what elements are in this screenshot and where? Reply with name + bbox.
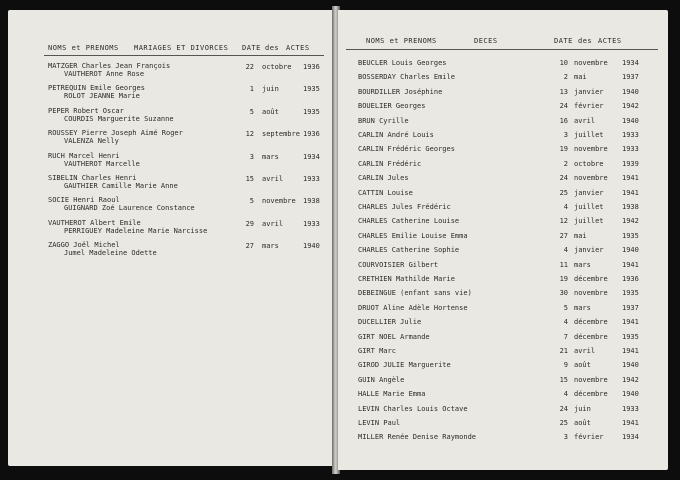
entry-day: 5 <box>249 107 254 116</box>
entry-month: septembre <box>262 130 300 139</box>
entry-day: 29 <box>245 219 254 228</box>
entry-day: 21 <box>559 347 568 355</box>
spouse-name-2: ROLOT JEANNE Marie <box>64 92 140 101</box>
deceased-name: CARLIN Frédéric <box>358 159 422 168</box>
deceased-name: BEUCLER Louis Georges <box>358 59 447 67</box>
entry-day: 4 <box>563 203 568 211</box>
entry-day: 3 <box>249 152 254 161</box>
deceased-name: CARLIN Frédéric Georges <box>358 145 455 154</box>
left-header-event: MARIAGES ET DIVORCES <box>134 44 229 52</box>
spouse-name-2: VALENZA Nelly <box>64 137 119 146</box>
entry-day: 12 <box>245 130 254 139</box>
entry-day: 5 <box>563 303 568 312</box>
entry-year: 1942 <box>622 375 639 384</box>
deceased-name: CHARLES Catherine Sophie <box>358 246 460 255</box>
entry-month: février <box>574 102 604 111</box>
deceased-name: GIROD JULIE Marguerite <box>358 361 451 370</box>
entry-year: 1940 <box>622 390 639 399</box>
entry-day: 4 <box>563 318 568 327</box>
entry-month: novembre <box>574 174 608 183</box>
entry-month: avril <box>262 219 284 228</box>
entry-year: 1933 <box>303 175 320 183</box>
entry-year: 1934 <box>622 59 639 67</box>
entry-year: 1940 <box>622 246 639 255</box>
entry-year: 1941 <box>622 174 639 183</box>
entry-month: novembre <box>574 145 608 154</box>
entry-month: février <box>574 433 604 442</box>
entry-year: 1933 <box>622 145 639 154</box>
entry-day: 19 <box>559 145 568 154</box>
entry-month: juin <box>262 85 279 94</box>
entry-year: 1941 <box>622 188 639 197</box>
entry-day: 13 <box>559 87 568 96</box>
entry-day: 25 <box>559 188 568 197</box>
entry-day: 16 <box>559 116 568 125</box>
entry-year: 1937 <box>622 73 639 82</box>
entry-day: 24 <box>559 102 568 111</box>
entry-day: 10 <box>559 59 568 67</box>
entry-year: 1938 <box>303 197 320 206</box>
entry-day: 22 <box>245 63 254 71</box>
entry-day: 3 <box>563 131 568 139</box>
entry-month: mars <box>262 152 279 161</box>
entry-day: 9 <box>563 361 568 370</box>
deceased-name: DEBEINGUE (enfant sans vie) <box>358 289 472 298</box>
entry-month: août <box>574 419 591 427</box>
deceased-name: DUCELLIER Julie <box>358 318 422 327</box>
entry-year: 1935 <box>303 107 320 116</box>
right-header-date-of: des <box>578 37 593 45</box>
deceased-name: CHARLES Emilie Louise Emma <box>358 231 468 240</box>
deceased-name: BOSSERDAY Charles Emile <box>358 73 455 82</box>
entry-month: novembre <box>574 289 608 298</box>
entry-year: 1940 <box>622 87 639 96</box>
entry-day: 24 <box>559 404 568 413</box>
entry-month: mars <box>574 303 591 312</box>
entry-day: 4 <box>563 390 568 399</box>
entry-year: 1935 <box>622 289 639 298</box>
entry-month: août <box>262 107 279 116</box>
entry-day: 25 <box>559 419 568 427</box>
deceased-name: BRUN Cyrille <box>358 116 409 125</box>
spouse-name-2: PERRIGUEY Madeleine Marie Narcisse <box>64 226 208 235</box>
entry-month: octobre <box>262 63 292 71</box>
left-header-names: NOMS et PRENOMS <box>48 44 119 52</box>
deceased-name: BOUELIER Georges <box>358 102 426 111</box>
entry-year: 1935 <box>622 332 639 341</box>
entry-month: décembre <box>574 390 608 399</box>
entry-day: 11 <box>559 260 568 269</box>
entry-month: mars <box>262 242 279 251</box>
entry-year: 1936 <box>622 275 639 283</box>
entry-year: 1938 <box>622 203 639 211</box>
entry-year: 1942 <box>622 102 639 111</box>
entry-year: 1939 <box>622 159 639 168</box>
right-header-names: NOMS et PRENOMS <box>366 37 437 45</box>
entry-year: 1934 <box>303 152 320 161</box>
left-header-acts: ACTES <box>286 44 310 52</box>
entry-month: décembre <box>574 332 608 341</box>
entry-year: 1933 <box>303 219 320 228</box>
left-header-rule <box>44 55 324 56</box>
entry-year: 1937 <box>622 303 639 312</box>
entry-year: 1940 <box>303 242 320 251</box>
deceased-name: DRUOT Aline Adèle Hortense <box>358 303 468 312</box>
deceased-name: CARLIN Jules <box>358 174 409 183</box>
entry-day: 5 <box>249 197 254 206</box>
deceased-name: GIRT NOEL Armande <box>358 332 430 341</box>
entry-month: juillet <box>574 217 604 226</box>
entry-day: 2 <box>563 73 568 82</box>
spouse-name-1: ZAGGO Joël Michel <box>48 241 120 250</box>
entry-day: 1 <box>249 85 254 94</box>
entry-year: 1940 <box>622 116 639 125</box>
spouse-name-1: PETREQUIN Emile Georges <box>48 84 145 93</box>
entry-month: novembre <box>574 375 608 384</box>
deceased-name: CRETHIEN Mathilde Marie <box>358 275 455 283</box>
entry-month: avril <box>574 116 596 125</box>
entry-month: octobre <box>574 159 604 168</box>
entry-month: juin <box>574 404 591 413</box>
entry-day: 3 <box>563 433 568 442</box>
spouse-name-1: VAUTHEROT Albert Emile <box>48 218 141 227</box>
entry-year: 1935 <box>303 85 320 94</box>
entry-day: 30 <box>559 289 568 298</box>
deceased-name: HALLE Marie Emma <box>358 390 426 399</box>
entry-day: 15 <box>245 175 254 183</box>
entry-month: janvier <box>574 246 604 255</box>
entry-month: avril <box>262 175 284 183</box>
entry-month: janvier <box>574 188 604 197</box>
deceased-name: BOURDILLER Joséphine <box>358 87 443 96</box>
entry-month: juillet <box>574 131 604 139</box>
entry-year: 1942 <box>622 217 639 226</box>
entry-month: mai <box>574 231 587 240</box>
deceased-name: CHARLES Jules Frédéric <box>358 203 451 211</box>
spouse-name-2: GUIGNARD Zoé Laurence Constance <box>64 204 195 213</box>
entry-year: 1936 <box>303 63 320 71</box>
deceased-name: LEVIN Paul <box>358 419 401 427</box>
spouse-name-2: COURDIS Marguerite Suzanne <box>64 114 174 123</box>
right-header-acts: ACTES <box>598 37 622 45</box>
deceased-name: CATTIN Louise <box>358 188 413 197</box>
entry-year: 1940 <box>622 361 639 370</box>
spouse-name-1: PEPER Robert Oscar <box>48 106 124 115</box>
entry-year: 1936 <box>303 130 320 139</box>
spouse-name-2: GAUTHIER Camille Marie Anne <box>64 182 178 190</box>
entry-day: 27 <box>559 231 568 240</box>
entry-year: 1941 <box>622 318 639 327</box>
entry-day: 27 <box>245 242 254 251</box>
deceased-name: CHARLES Catherine Louise <box>358 217 460 226</box>
spouse-name-1: MATZGER Charles Jean François <box>48 62 171 70</box>
entry-month: mai <box>574 73 587 82</box>
entry-year: 1934 <box>622 433 639 442</box>
left-header-date: DATE <box>242 44 261 52</box>
entry-month: novembre <box>262 197 296 206</box>
deceased-name: MILLER Renée Denise Raymonde <box>358 433 477 442</box>
right-header-event: DECES <box>474 37 498 45</box>
entry-month: décembre <box>574 275 608 283</box>
spouse-name-2: VAUTHEROT Marcelle <box>64 159 140 168</box>
entry-month: août <box>574 361 591 370</box>
deceased-name: GUIN Angèle <box>358 375 405 384</box>
entry-day: 24 <box>559 174 568 183</box>
spouse-name-2: VAUTHEROT Anne Rose <box>64 70 145 78</box>
entry-year: 1941 <box>622 419 639 427</box>
entry-month: juillet <box>574 203 604 211</box>
entry-day: 4 <box>563 246 568 255</box>
entry-day: 19 <box>559 275 568 283</box>
entry-year: 1933 <box>622 131 639 139</box>
right-header-date: DATE <box>554 37 573 45</box>
spouse-name-1: SIBELIN Charles Henri <box>48 174 137 182</box>
entry-year: 1941 <box>622 260 639 269</box>
entry-year: 1941 <box>622 347 639 355</box>
deceased-name: GIRT Marc <box>358 347 396 355</box>
entry-year: 1935 <box>622 231 639 240</box>
left-header-date-of: des <box>265 44 280 52</box>
spouse-name-1: SOCIE Henri Raoul <box>48 196 120 205</box>
left-page <box>8 10 333 466</box>
entry-month: janvier <box>574 87 604 96</box>
deceased-name: COURVOISIER Gilbert <box>358 260 439 269</box>
entry-month: novembre <box>574 59 608 67</box>
entry-day: 12 <box>559 217 568 226</box>
spouse-name-1: RUCH Marcel Henri <box>48 151 120 160</box>
deceased-name: CARLIN André Louis <box>358 131 434 139</box>
entry-day: 7 <box>563 332 568 341</box>
entry-year: 1933 <box>622 404 639 413</box>
spouse-name-1: ROUSSEY Pierre Joseph Aimé Roger <box>48 129 183 138</box>
entry-day: 15 <box>559 375 568 384</box>
entry-day: 2 <box>563 159 568 168</box>
spouse-name-2: Jumel Madeleine Odette <box>64 249 157 258</box>
deceased-name: LEVIN Charles Louis Octave <box>358 404 468 413</box>
entry-month: décembre <box>574 318 608 327</box>
right-header-rule <box>346 49 658 50</box>
entry-month: mars <box>574 260 591 269</box>
entry-month: avril <box>574 347 596 355</box>
